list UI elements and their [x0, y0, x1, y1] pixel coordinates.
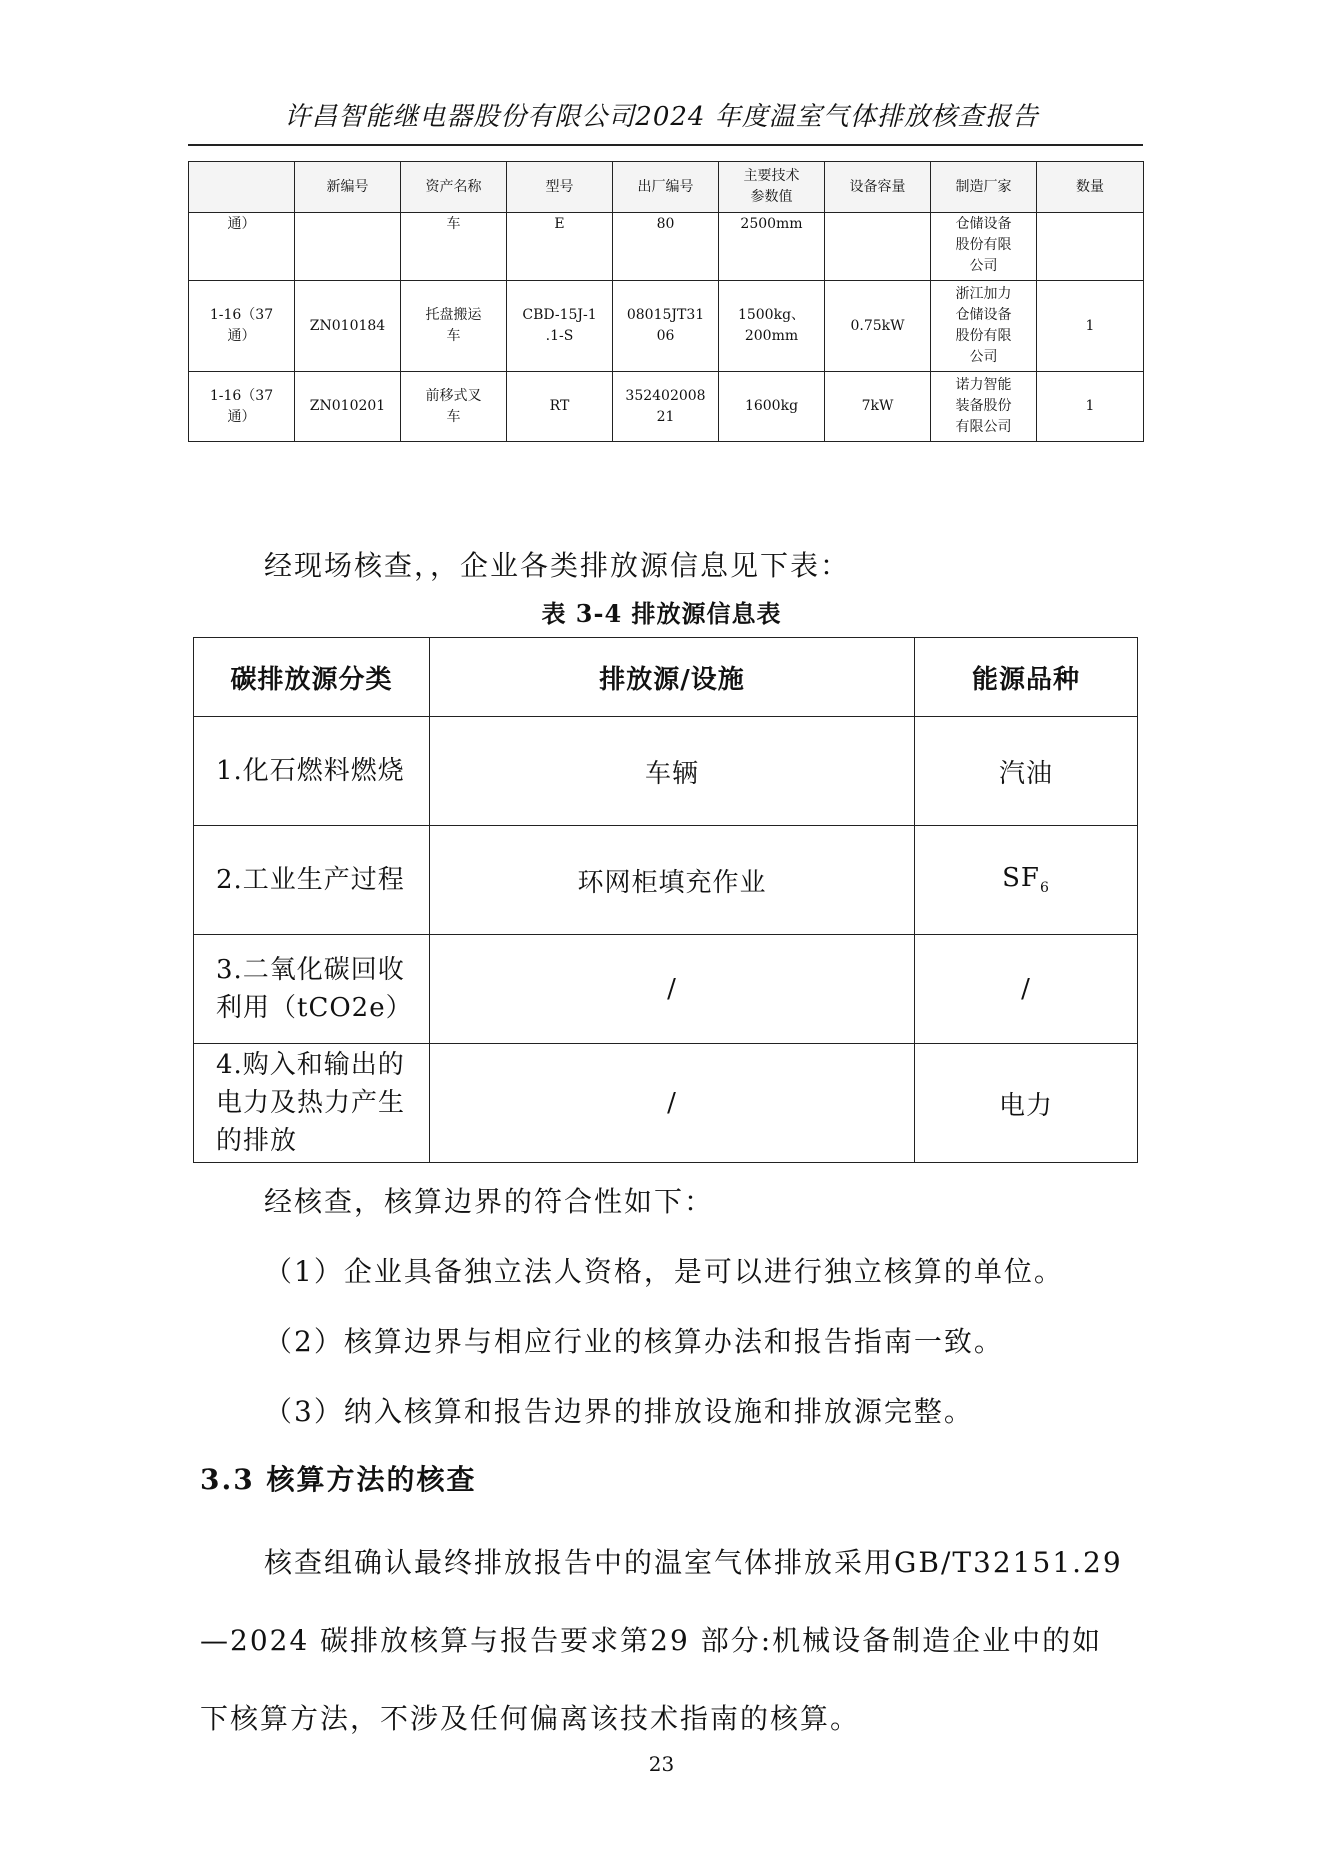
asset-cell: ZN010184 — [295, 281, 401, 372]
asset-cell: ZN010201 — [295, 372, 401, 442]
asset-cell: 7kW — [825, 372, 931, 442]
asset-cell: 仓储设备 股份有限 公司 — [931, 213, 1037, 281]
source-facility-cell: / — [430, 935, 915, 1044]
asset-cell: 前移式叉 车 — [401, 372, 507, 442]
source-table-header-row — [194, 638, 1138, 717]
section-heading: 3.3 核算方法的核查 — [200, 1463, 477, 1496]
asset-header-cell: 型号 — [507, 162, 613, 213]
table-row — [189, 213, 1144, 281]
asset-cell: E — [507, 213, 613, 281]
asset-cell: 通） — [189, 213, 295, 281]
check-intro: 经核查，核算边界的符合性如下： — [264, 1185, 715, 1218]
asset-cell: 08015JT31 06 — [613, 281, 719, 372]
energy-formula-subscript: 6 — [1039, 880, 1050, 897]
emission-source-table — [193, 637, 1138, 1163]
source-energy-cell: / — [915, 935, 1138, 1044]
asset-cell: 1-16（37 通） — [189, 281, 295, 372]
asset-cell: 车 — [401, 213, 507, 281]
asset-header-cell: 设备容量 — [825, 162, 931, 213]
asset-cell: 2500mm — [719, 213, 825, 281]
check-item: （2）核算边界与相应行业的核算办法和报告指南一致。 — [264, 1325, 1004, 1358]
asset-cell: 1 — [1037, 372, 1144, 442]
header-rule — [188, 144, 1143, 146]
source-category-cell: 1.化石燃料燃烧 — [194, 717, 430, 826]
table-row — [189, 372, 1144, 442]
asset-cell — [825, 213, 931, 281]
source-facility-cell: / — [430, 1044, 915, 1163]
check-item: （1）企业具备独立法人资格，是可以进行独立核算的单位。 — [264, 1255, 1064, 1288]
asset-cell — [1037, 213, 1144, 281]
source-energy-cell — [915, 826, 1138, 935]
asset-header-cell: 出厂编号 — [613, 162, 719, 213]
section-body: 核查组确认最终排放报告中的温室气体排放采用GB/T32151.29—2024 碳排放核算与报告要求第29 部分:机械设备制造企业中的如下核算方法，不涉及任何偏离该技术指南的核算。 — [200, 1546, 1123, 1735]
page-number: 23 — [648, 1752, 675, 1776]
asset-cell: RT — [507, 372, 613, 442]
asset-cell: 1 — [1037, 281, 1144, 372]
source-category-cell: 3.二氧化碳回收 利用（tCO2e） — [194, 935, 430, 1044]
asset-cell — [295, 213, 401, 281]
asset-cell: CBD-15J-1 .1-S — [507, 281, 613, 372]
table-row — [194, 826, 1138, 935]
page-header: 许昌智能继电器股份有限公司2024 年度温室气体排放核查报告 — [284, 102, 1039, 132]
asset-header-cell — [189, 162, 295, 213]
asset-cell: 1600kg — [719, 372, 825, 442]
asset-cell: 诺力智能 装备股份 有限公司 — [931, 372, 1037, 442]
table-caption: 表 3-4 排放源信息表 — [541, 599, 782, 628]
source-facility-cell: 车辆 — [430, 717, 915, 826]
asset-header-cell: 资产名称 — [401, 162, 507, 213]
source-energy-cell: 电力 — [915, 1044, 1138, 1163]
asset-cell: 80 — [613, 213, 719, 281]
asset-cell: 托盘搬运 车 — [401, 281, 507, 372]
asset-table-header-row — [189, 162, 1144, 213]
asset-cell: 1500kg、 200mm — [719, 281, 825, 372]
source-category-cell: 2.工业生产过程 — [194, 826, 430, 935]
asset-table — [188, 161, 1144, 442]
table-row — [194, 1044, 1138, 1163]
table-row — [194, 717, 1138, 826]
source-header-cell: 能源品种 — [915, 638, 1138, 717]
asset-cell: 浙江加力 仓储设备 股份有限 公司 — [931, 281, 1037, 372]
asset-cell: 1-16（37 通） — [189, 372, 295, 442]
asset-header-cell: 数量 — [1037, 162, 1144, 213]
energy-formula: SF — [1002, 863, 1040, 894]
asset-cell: 0.75kW — [825, 281, 931, 372]
asset-cell: 352402008 21 — [613, 372, 719, 442]
intro-text: 经现场核查，，企业各类排放源信息见下表： — [264, 549, 851, 582]
source-energy-cell: 汽油 — [915, 717, 1138, 826]
table-row — [189, 281, 1144, 372]
check-item: （3）纳入核算和报告边界的排放设施和排放源完整。 — [264, 1395, 974, 1428]
source-header-cell: 排放源/设施 — [430, 638, 915, 717]
asset-header-cell: 新编号 — [295, 162, 401, 213]
asset-header-cell: 主要技术 参数值 — [719, 162, 825, 213]
asset-header-cell: 制造厂家 — [931, 162, 1037, 213]
table-row — [194, 935, 1138, 1044]
source-header-cell: 碳排放源分类 — [194, 638, 430, 717]
source-facility-cell: 环网柜填充作业 — [430, 826, 915, 935]
source-category-cell: 4.购入和输出的 电力及热力产生 的排放 — [194, 1044, 430, 1163]
